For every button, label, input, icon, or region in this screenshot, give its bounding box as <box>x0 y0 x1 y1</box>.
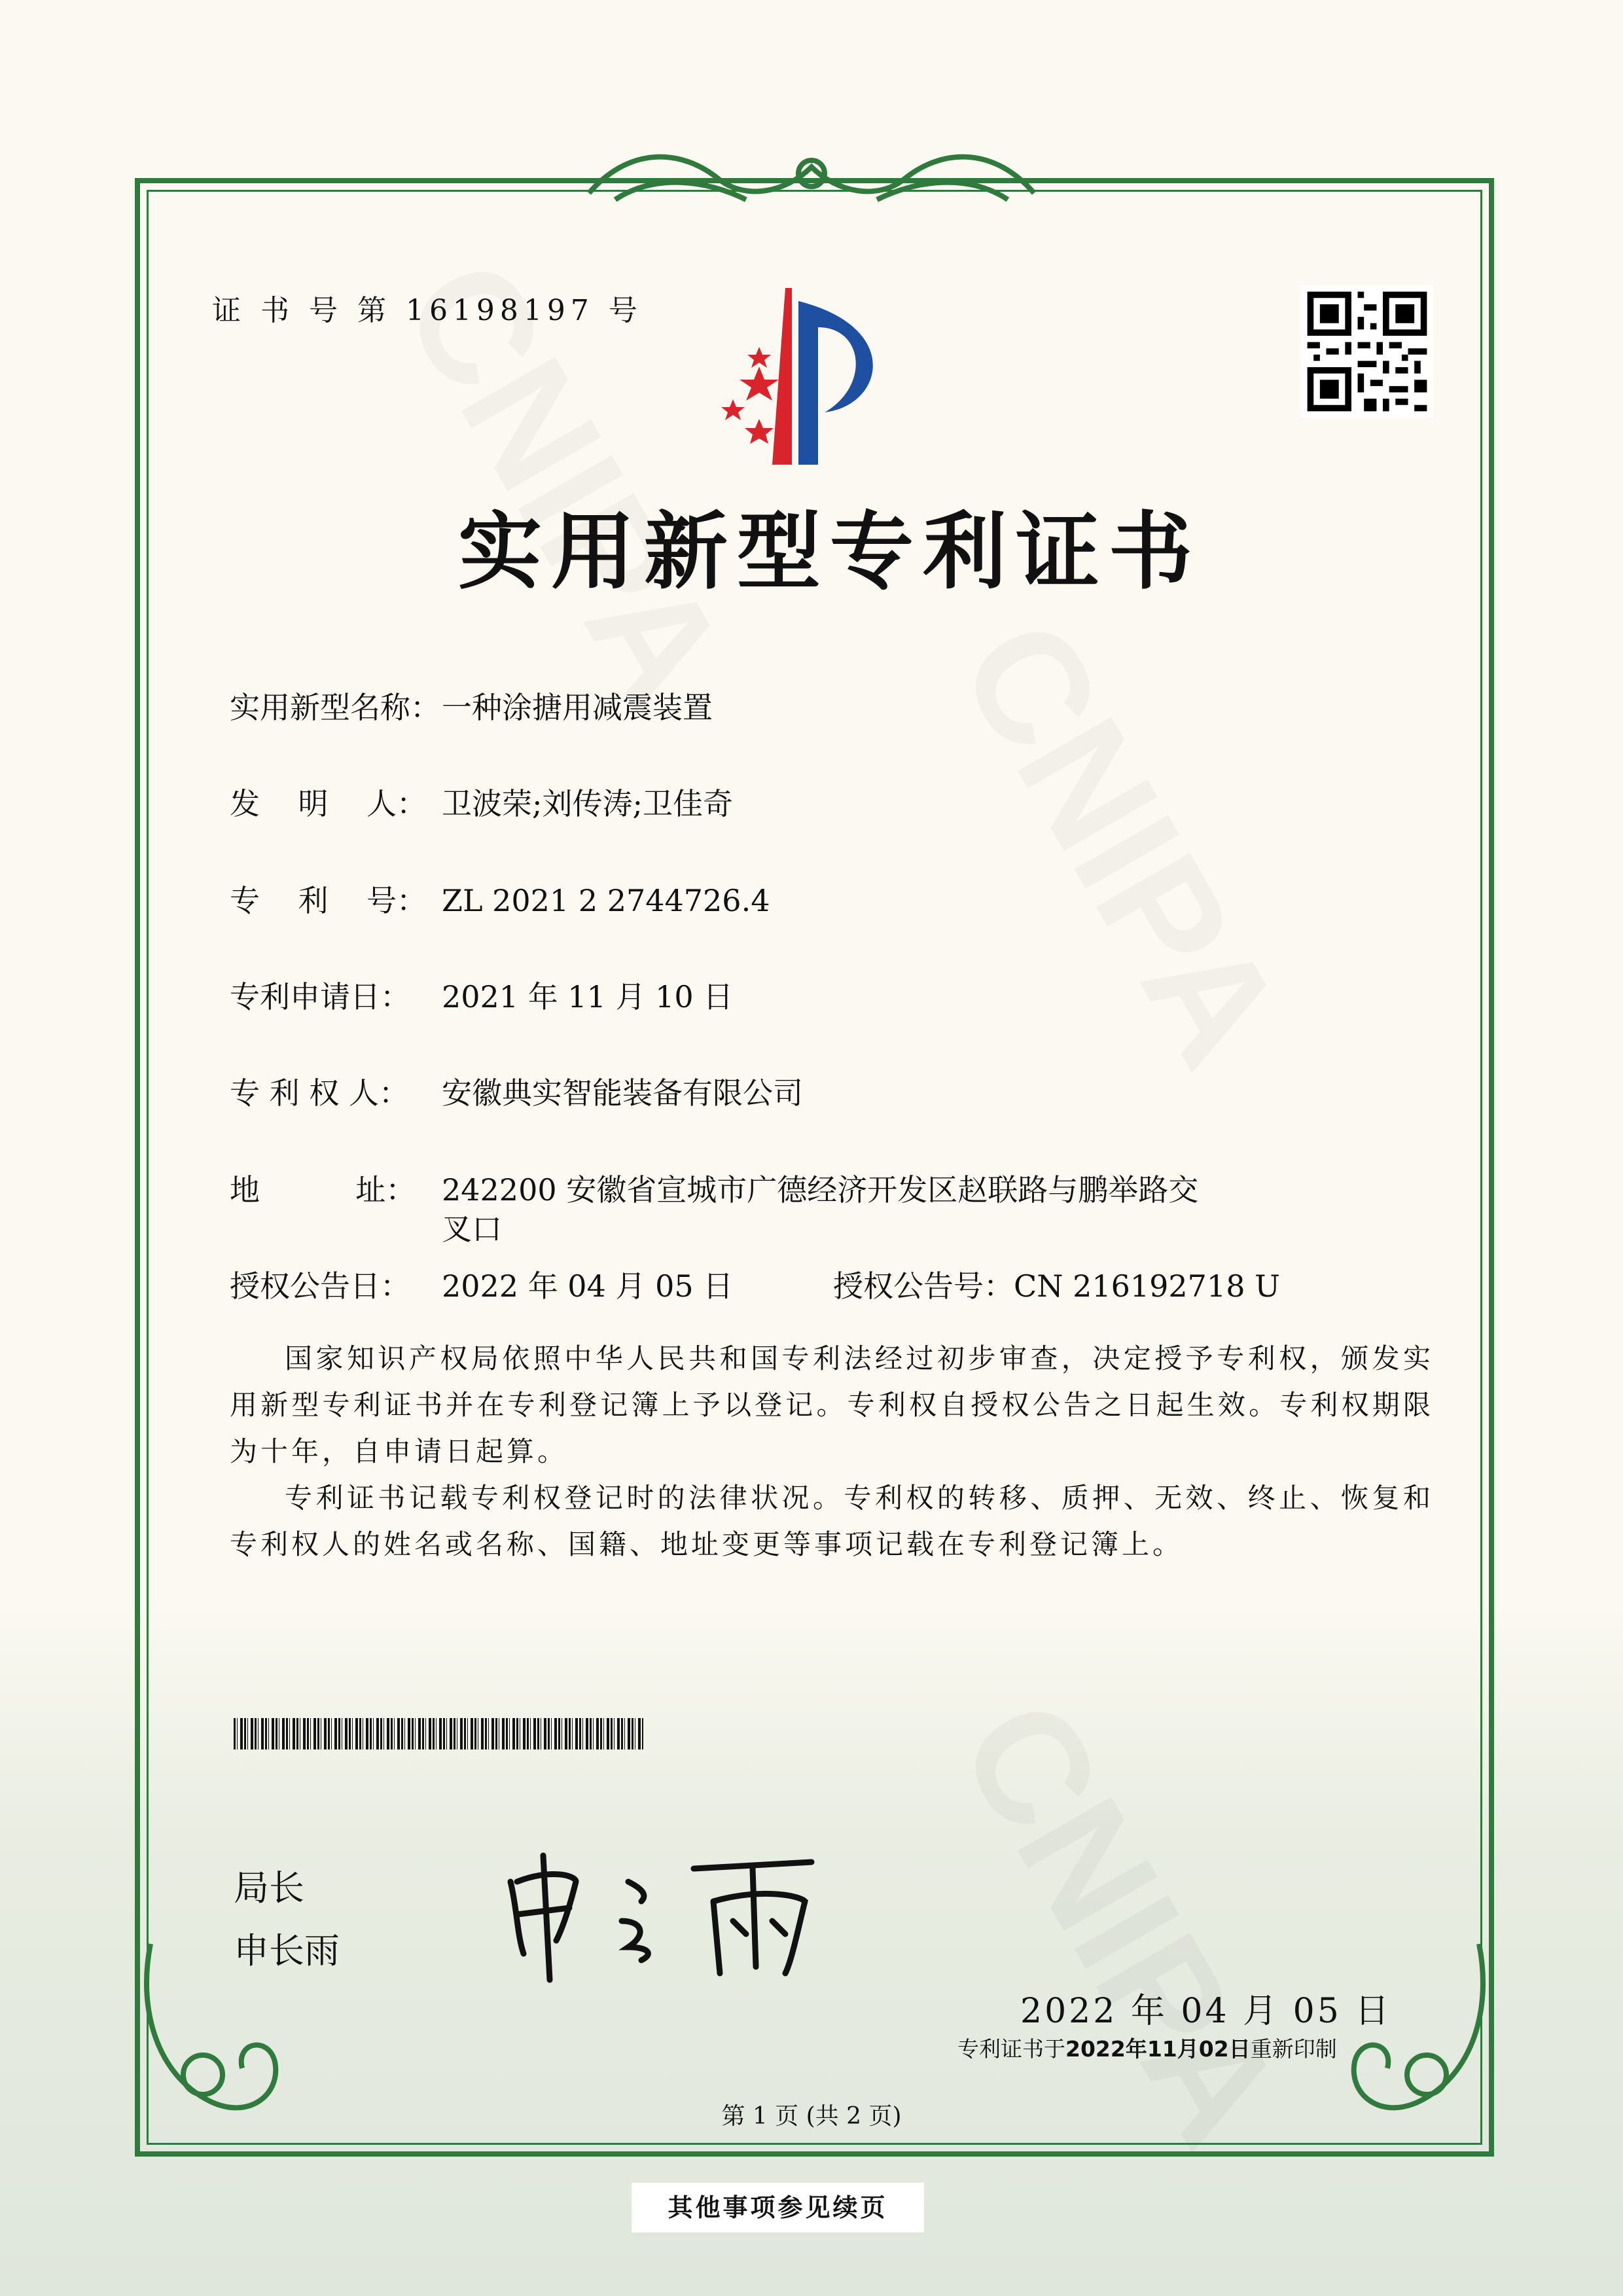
field-value: 2021 年 11 月 10 日 <box>442 979 734 1014</box>
field-label: 授权公告日： <box>230 1268 410 1304</box>
signatory-title: 局长 <box>234 1867 304 1909</box>
field-address <box>230 1166 1198 1210</box>
field-value: 安徽典实智能装备有限公司 <box>442 1075 803 1111</box>
field-patent-number <box>230 877 770 920</box>
certificate-number: 证 书 号 第 16198197 号 <box>212 294 643 327</box>
field-grant-date <box>230 1263 733 1306</box>
signatory-name: 申长雨 <box>234 1930 340 1971</box>
field-patentee <box>230 1069 803 1113</box>
field-utility-model-name <box>230 684 713 727</box>
cnipa-logo <box>694 288 942 471</box>
certificate-statement <box>230 1335 1434 1568</box>
field-label: 授权公告号： <box>833 1268 1014 1304</box>
ornament-top <box>576 134 1047 219</box>
reprint-suffix: 重新印制 <box>1250 2036 1337 2062</box>
qr-code[interactable] <box>1301 285 1433 418</box>
field-inventors <box>230 780 733 823</box>
field-label: 实用新型名称： <box>230 690 440 725</box>
field-value: 242200 安徽省宣城市广德经济开发区赵联路与鹏举路交 <box>442 1172 1199 1208</box>
reprint-note <box>957 2032 1337 2063</box>
field-label: 专 利 号： <box>230 883 427 918</box>
field-label: 专 利 权 人： <box>230 1075 409 1111</box>
field-grant-number <box>833 1263 1280 1306</box>
page-indicator: 第 1 页 (共 2 页) <box>721 2103 902 2130</box>
field-value: ZL 2021 2 2744726.4 <box>442 883 770 918</box>
barcode <box>234 1718 643 1749</box>
field-value: 卫波荣;刘传涛;卫佳奇 <box>442 786 733 821</box>
statement-paragraph: 国家知识产权局依照中华人民共和国专利法经过初步审查，决定授予专利权，颁发实用新型专利证书并在专利登记簿上予以登记。专利权自授权公告之日起生效。专利权期限为十年，自申请日起算。 <box>230 1342 1434 1467</box>
field-value: CN 216192718 U <box>1014 1268 1280 1304</box>
handwritten-signature <box>497 1842 838 1993</box>
field-value: 一种涂搪用减震装置 <box>442 690 713 725</box>
issue-date: 2022 年 04 月 05 日 <box>1020 1992 1392 2031</box>
field-application-date <box>230 973 733 1016</box>
continued-note: 其他事项参见续页 <box>632 2183 924 2233</box>
page-title: 实用新型专利证书 <box>458 503 1202 601</box>
statement-paragraph: 专利证书记载专利权登记时的法律状况。专利权的转移、质押、无效、终止、恢复和专利权人的姓名或名称、国籍、地址变更等事项记载在专利登记簿上。 <box>230 1482 1434 1560</box>
field-address-line2: 叉口 <box>442 1211 502 1247</box>
field-value: 2022 年 04 月 05 日 <box>442 1268 734 1304</box>
field-label: 地 址： <box>230 1172 416 1208</box>
field-label: 发 明 人： <box>230 786 427 821</box>
reprint-date: 2022年11月02日 <box>1065 2036 1251 2062</box>
reprint-prefix: 专利证书于 <box>957 2036 1065 2062</box>
field-label: 专利申请日： <box>230 979 410 1014</box>
